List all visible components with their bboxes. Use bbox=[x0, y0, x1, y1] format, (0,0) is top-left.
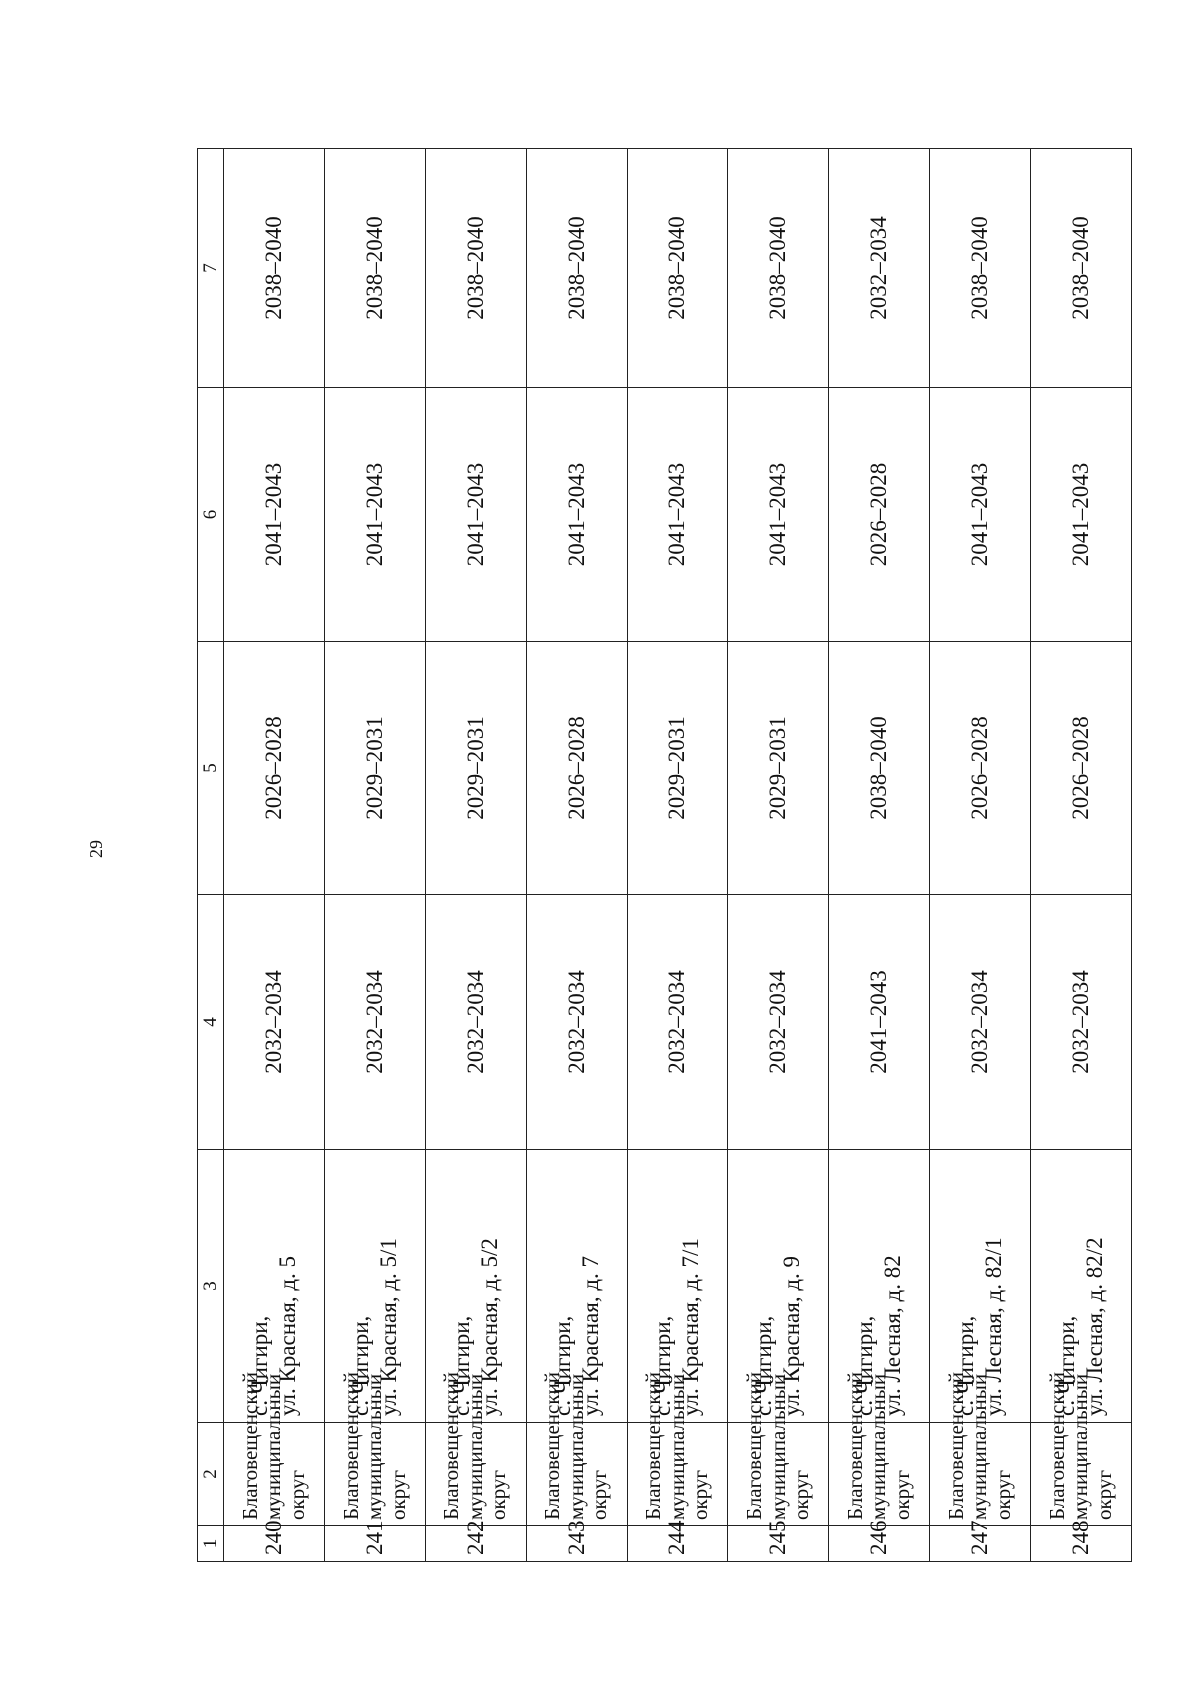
district-cell bbox=[1031, 1371, 1132, 1526]
district-line: Благовещенский bbox=[237, 1371, 262, 1520]
period-cell-4: 2032–2034 bbox=[728, 895, 829, 1150]
row-number-cell: 242 bbox=[425, 1526, 526, 1562]
district-line: округ bbox=[789, 1469, 814, 1520]
district-line: округ bbox=[688, 1469, 713, 1520]
address-line: с. Чигири, bbox=[347, 1315, 373, 1416]
column-header-6: 6 bbox=[198, 388, 224, 642]
period-cell-6: 2041–2043 bbox=[930, 388, 1031, 642]
table-row bbox=[627, 149, 728, 1562]
period-cell-5: 2026–2028 bbox=[1031, 642, 1132, 895]
district-cell bbox=[627, 1371, 728, 1526]
period-cell-5: 2029–2031 bbox=[728, 642, 829, 895]
district-line: Благовещенский bbox=[338, 1371, 363, 1520]
period-cell-7: 2038–2040 bbox=[1031, 149, 1132, 388]
header-row bbox=[198, 149, 224, 1562]
table-row bbox=[224, 149, 325, 1562]
district-line: Благовещенский bbox=[742, 1371, 767, 1520]
period-cell-4: 2032–2034 bbox=[930, 895, 1031, 1150]
period-cell-6: 2041–2043 bbox=[324, 388, 425, 642]
period-cell-6: 2041–2043 bbox=[1031, 388, 1132, 642]
period-cell-4: 2032–2034 bbox=[627, 895, 728, 1150]
district-line: муниципальный bbox=[765, 1373, 790, 1520]
address-line: ул. Лесная, д. 82 bbox=[880, 1255, 906, 1416]
address-line: ул. Лесная, д. 82/2 bbox=[1082, 1237, 1107, 1416]
period-cell-7: 2038–2040 bbox=[324, 149, 425, 388]
district-cell bbox=[829, 1371, 930, 1526]
district-line: муниципальный bbox=[967, 1373, 992, 1520]
period-cell-4: 2032–2034 bbox=[324, 895, 425, 1150]
period-cell-5: 2038–2040 bbox=[829, 642, 930, 895]
address-line: ул. Лесная, д. 82/1 bbox=[981, 1237, 1007, 1416]
period-cell-7: 2032–2034 bbox=[829, 149, 930, 388]
address-line: ул. Красная, д. 9 bbox=[779, 1255, 805, 1416]
district-cell bbox=[728, 1371, 829, 1526]
period-cell-5: 2026–2028 bbox=[930, 642, 1031, 895]
table-rotation-wrapper bbox=[197, 149, 1132, 1562]
district-line: муниципальный bbox=[261, 1373, 286, 1520]
district-line: Благовещенский bbox=[1044, 1371, 1069, 1520]
period-cell-7: 2038–2040 bbox=[930, 149, 1031, 388]
table-row bbox=[728, 149, 829, 1562]
period-cell-4: 2032–2034 bbox=[1031, 895, 1132, 1150]
district-line: Благовещенский bbox=[439, 1371, 464, 1520]
column-header-7: 7 bbox=[198, 149, 224, 388]
period-cell-4: 2032–2034 bbox=[425, 895, 526, 1150]
district-line: Благовещенский bbox=[641, 1371, 666, 1520]
period-cell-6: 2041–2043 bbox=[526, 388, 627, 642]
table-row bbox=[1031, 149, 1132, 1562]
row-number-cell: 243 bbox=[526, 1526, 627, 1562]
period-cell-7: 2038–2040 bbox=[224, 149, 325, 388]
row-number-cell: 240 bbox=[224, 1526, 325, 1562]
row-number-cell: 247 bbox=[930, 1526, 1031, 1562]
row-number-cell: 244 bbox=[627, 1526, 728, 1562]
district-line: Благовещенский bbox=[943, 1371, 968, 1520]
period-cell-5: 2029–2031 bbox=[627, 642, 728, 895]
period-cell-4: 2041–2043 bbox=[829, 895, 930, 1150]
district-line: муниципальный bbox=[664, 1373, 689, 1520]
table-row bbox=[425, 149, 526, 1562]
address-line: с. Чигири, bbox=[650, 1315, 676, 1416]
address-line: ул. Красная, д. 5/1 bbox=[375, 1238, 401, 1416]
table-body bbox=[224, 149, 1132, 1562]
district-line: муниципальный bbox=[866, 1373, 891, 1520]
district-cell bbox=[224, 1371, 325, 1526]
row-number-cell: 245 bbox=[728, 1526, 829, 1562]
district-line: округ bbox=[385, 1469, 410, 1520]
period-cell-4: 2032–2034 bbox=[224, 895, 325, 1150]
period-cell-7: 2038–2040 bbox=[526, 149, 627, 388]
address-line: ул. Красная, д. 5/2 bbox=[476, 1238, 502, 1416]
schedule-table bbox=[197, 148, 1132, 1562]
period-cell-6: 2041–2043 bbox=[627, 388, 728, 642]
period-cell-6: 2041–2043 bbox=[224, 388, 325, 642]
table-row bbox=[526, 149, 627, 1562]
district-line: округ bbox=[284, 1469, 309, 1520]
address-line: ул. Красная, д. 7 bbox=[577, 1255, 603, 1416]
address-line: с. Чигири, bbox=[448, 1315, 474, 1416]
column-header-5: 5 bbox=[198, 642, 224, 895]
period-cell-7: 2038–2040 bbox=[627, 149, 728, 388]
district-line: округ bbox=[587, 1469, 612, 1520]
period-cell-5: 2029–2031 bbox=[324, 642, 425, 895]
address-line: с. Чигири, bbox=[953, 1315, 979, 1416]
column-header-2: 2 bbox=[198, 1423, 224, 1526]
period-cell-7: 2038–2040 bbox=[728, 149, 829, 388]
column-header-1: 1 bbox=[198, 1526, 224, 1562]
column-header-4: 4 bbox=[198, 895, 224, 1150]
address-line: с. Чигири, bbox=[751, 1315, 777, 1416]
period-cell-5: 2026–2028 bbox=[224, 642, 325, 895]
period-cell-5: 2026–2028 bbox=[526, 642, 627, 895]
row-number-cell: 246 bbox=[829, 1526, 930, 1562]
address-line: с. Чигири, bbox=[549, 1315, 575, 1416]
district-cell bbox=[930, 1371, 1031, 1526]
table-row bbox=[829, 149, 930, 1562]
row-number-cell: 241 bbox=[324, 1526, 425, 1562]
district-line: округ bbox=[1091, 1469, 1116, 1520]
district-cell bbox=[526, 1371, 627, 1526]
period-cell-6: 2041–2043 bbox=[728, 388, 829, 642]
column-header-3: 3 bbox=[198, 1150, 224, 1423]
period-cell-7: 2038–2040 bbox=[425, 149, 526, 388]
period-cell-6: 2041–2043 bbox=[425, 388, 526, 642]
table-row bbox=[324, 149, 425, 1562]
address-line: с. Чигири, bbox=[1053, 1315, 1079, 1416]
period-cell-4: 2032–2034 bbox=[526, 895, 627, 1150]
district-line: Благовещенский bbox=[842, 1371, 867, 1520]
district-line: муниципальный bbox=[1068, 1373, 1093, 1520]
district-line: округ bbox=[486, 1469, 511, 1520]
district-cell bbox=[425, 1371, 526, 1526]
address-line: ул. Красная, д. 7/1 bbox=[678, 1238, 704, 1416]
district-cell bbox=[324, 1371, 425, 1526]
district-line: округ bbox=[990, 1469, 1015, 1520]
address-line: с. Чигири, bbox=[246, 1315, 272, 1416]
address-line: с. Чигири, bbox=[852, 1315, 878, 1416]
row-number-cell: 248 bbox=[1031, 1526, 1132, 1562]
period-cell-5: 2029–2031 bbox=[425, 642, 526, 895]
district-line: Благовещенский bbox=[540, 1371, 565, 1520]
district-line: муниципальный bbox=[563, 1373, 588, 1520]
period-cell-6: 2026–2028 bbox=[829, 388, 930, 642]
district-line: муниципальный bbox=[462, 1373, 487, 1520]
district-line: муниципальный bbox=[362, 1373, 387, 1520]
district-line: округ bbox=[889, 1469, 914, 1520]
table-row bbox=[930, 149, 1031, 1562]
page-number: 29 bbox=[86, 840, 106, 858]
address-line: ул. Красная, д. 5 bbox=[274, 1255, 300, 1416]
